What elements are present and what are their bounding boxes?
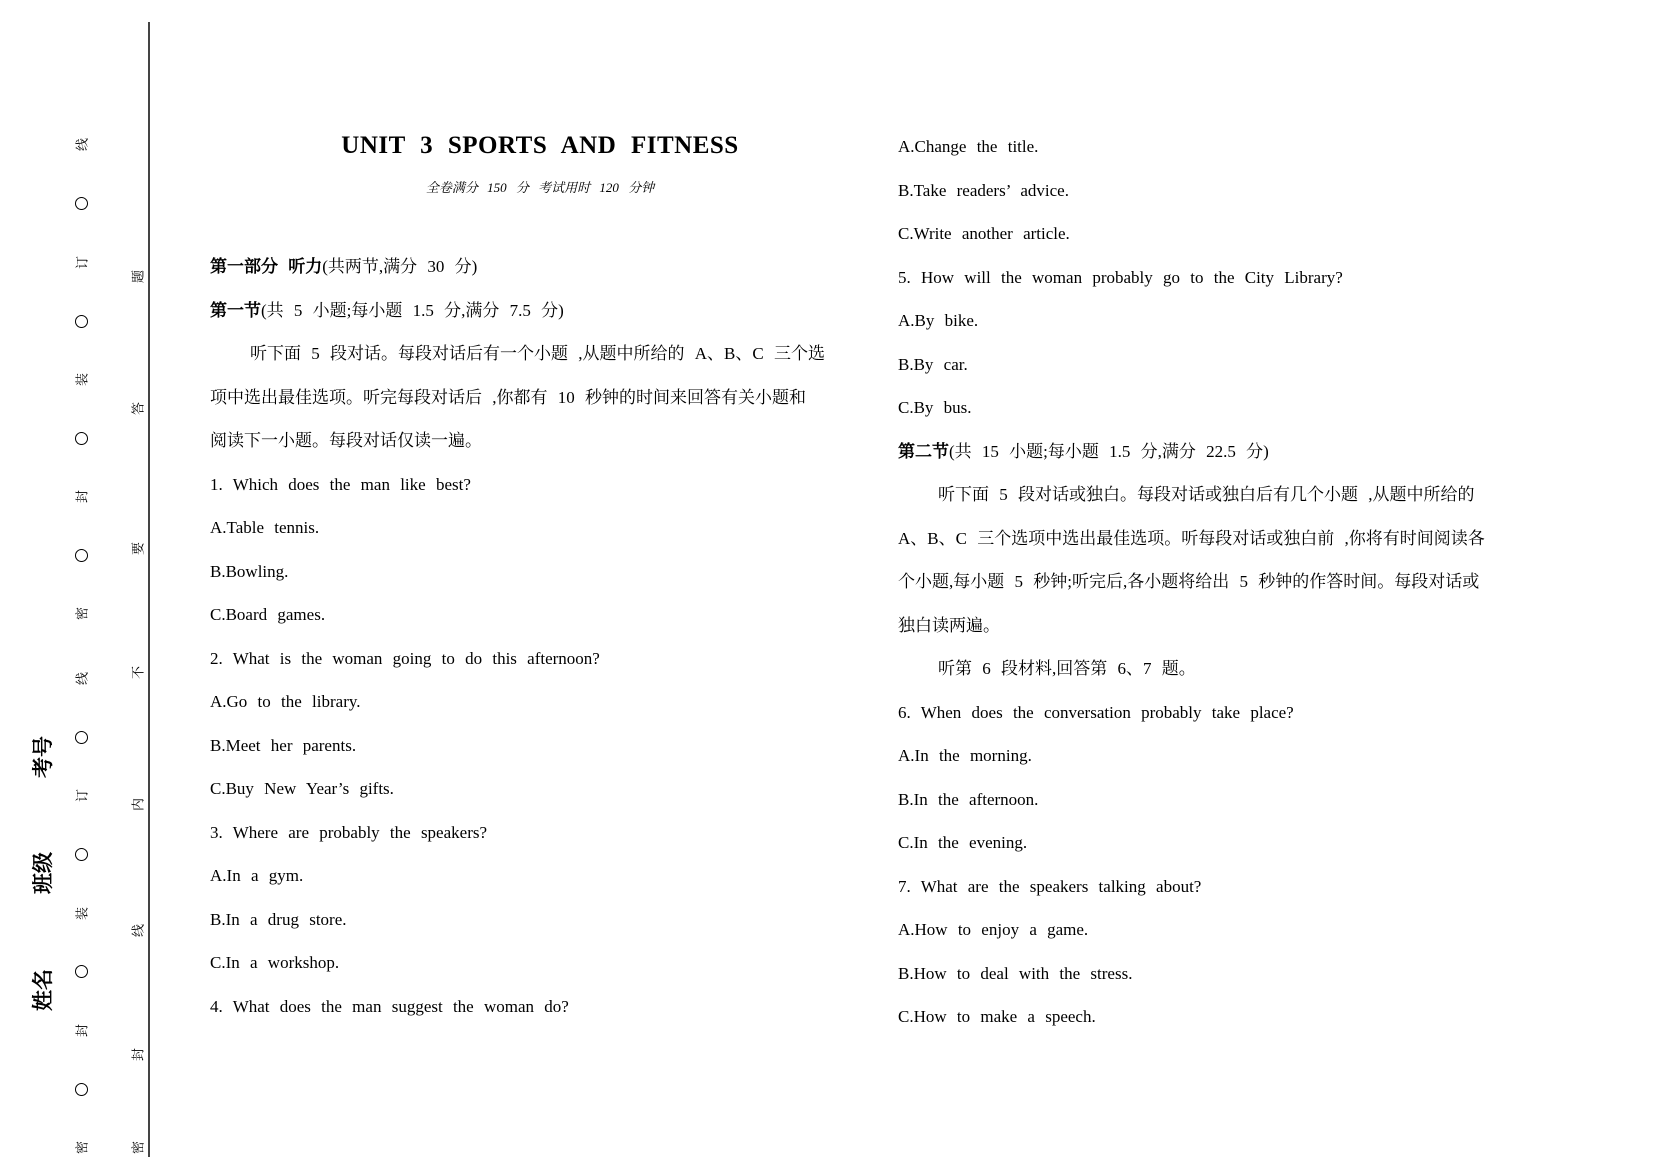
left-column [210, 245, 870, 1028]
right-column [898, 125, 1558, 1039]
section-heading [898, 430, 1558, 474]
margin-circle [75, 731, 88, 744]
section-heading-note: (共两节,满分 30 分) [322, 257, 478, 276]
margin-circle [75, 848, 88, 861]
margin-circle [75, 197, 88, 210]
answer-option: C.In the evening. [898, 833, 1028, 852]
name-label: 姓名 [31, 969, 55, 1011]
margin-char-ding-2: 订 [74, 788, 90, 803]
section-heading-note: (共 15 小题;每小题 1.5 分,满分 22.5 分) [949, 441, 1269, 461]
margin-note-nei: 内 [130, 797, 146, 812]
margin-char-feng-2: 封 [74, 1023, 90, 1038]
question-stem: 5. How will the woman probably go to the City Library? [898, 267, 1343, 287]
margin-circle [75, 315, 88, 328]
margin-note-bu: 不 [130, 665, 146, 680]
class-label: 班级 [31, 852, 55, 894]
section-heading-label: 第一节 [210, 300, 261, 320]
instruction-text: 独白读两遍。 [898, 615, 1000, 635]
margin-note-yao: 要 [130, 541, 146, 556]
exam-info: 全卷满分 150 分 考试用时 120 分钟 [425, 180, 655, 195]
binding-line [148, 22, 150, 1157]
margin-char-feng-1: 封 [74, 489, 90, 504]
margin-note-ti: 题 [130, 269, 146, 284]
question-stem: 2. What is the woman going to do this afternoon? [210, 648, 600, 668]
answer-option: B.In a drug store. [210, 909, 347, 929]
answer-option: C.How to make a speech. [898, 1007, 1096, 1026]
answer-option: A.In a gym. [210, 866, 304, 885]
answer-option: A.In the morning. [898, 746, 1032, 765]
margin-char-ding-1: 订 [74, 255, 90, 270]
question-stem: 4. What does the man suggest the woman do? [210, 996, 569, 1016]
instruction-text: 听下面 5 段对话。每段对话后有一个小题 ,从题中所给的 A、B、C 三个选 [250, 344, 825, 363]
section-heading-label: 第一部分 听力 [210, 257, 323, 276]
answer-option: C.Buy New Year’s gifts. [210, 779, 394, 798]
answer-option: B.Bowling. [210, 561, 289, 581]
margin-char-zhuang-1: 装 [74, 372, 90, 387]
question-stem: 1. Which does the man like best? [210, 474, 471, 494]
question-stem: 6. When does the conversation probably take place? [898, 702, 1294, 722]
question-stem: 3. Where are probably the speakers? [210, 822, 488, 842]
answer-option: C.Board games. [210, 605, 326, 624]
margin-circle [75, 965, 88, 978]
section-heading [210, 245, 870, 289]
instruction-text: 项中选出最佳选项。听完每段对话后 ,你都有 10 秒钟的时间来回答有关小题和 [210, 387, 806, 407]
section-heading [210, 289, 870, 333]
answer-option: B.How to deal with the stress. [898, 963, 1133, 983]
answer-option: B.In the afternoon. [898, 789, 1039, 809]
margin-char-zhuang-2: 装 [74, 906, 90, 921]
margin-circle [75, 432, 88, 445]
answer-option: C.By bus. [898, 398, 972, 417]
instruction-text: 阅读下一小题。每段对话仅读一遍。 [210, 431, 482, 450]
section-heading-note: (共 5 小题;每小题 1.5 分,满分 7.5 分) [261, 300, 564, 320]
margin-note-feng: 封 [130, 1047, 146, 1062]
margin-char-mi-2: 密 [74, 1140, 90, 1155]
answer-option: A.Table tennis. [210, 518, 320, 537]
answer-option: A.Change the title. [898, 137, 1039, 156]
margin-circle [75, 1083, 88, 1096]
instruction-text: 听下面 5 段对话或独白。每段对话或独白后有几个小题 ,从题中所给的 [938, 485, 1475, 504]
section-heading-label: 第二节 [898, 441, 949, 461]
page-title: UNIT 3 SPORTS AND FITNESS [341, 132, 739, 159]
instruction-text: 听第 6 段材料,回答第 6、7 题。 [938, 659, 1196, 678]
answer-option: C.In a workshop. [210, 953, 340, 972]
answer-option: B.Take readers’ advice. [898, 180, 1069, 200]
margin-note-mi: 密 [130, 1140, 146, 1155]
binding-margin [0, 0, 160, 1169]
margin-note-da: 答 [130, 401, 146, 416]
margin-note-xian: 线 [130, 923, 146, 938]
instruction-text: A、B、C 三个选项中选出最佳选项。听每段对话或独白前 ,你将有时间阅读各 [898, 528, 1485, 548]
answer-option: A.By bike. [898, 311, 979, 330]
margin-char-xian-2: 线 [74, 671, 90, 686]
answer-option: B.By car. [898, 354, 968, 374]
margin-char-mi-1: 密 [74, 606, 90, 621]
answer-option: A.How to enjoy a game. [898, 920, 1089, 939]
exam-number-label: 考号 [31, 736, 55, 778]
answer-option: B.Meet her parents. [210, 735, 357, 755]
question-stem: 7. What are the speakers talking about? [898, 876, 1202, 896]
instruction-text: 个小题,每小题 5 秒钟;听完后,各小题将给出 5 秒钟的作答时间。每段对话或 [898, 572, 1480, 591]
answer-option: A.Go to the library. [210, 692, 361, 711]
margin-char-xian-1: 线 [74, 137, 90, 152]
margin-circle [75, 549, 88, 562]
answer-option: C.Write another article. [898, 224, 1070, 243]
